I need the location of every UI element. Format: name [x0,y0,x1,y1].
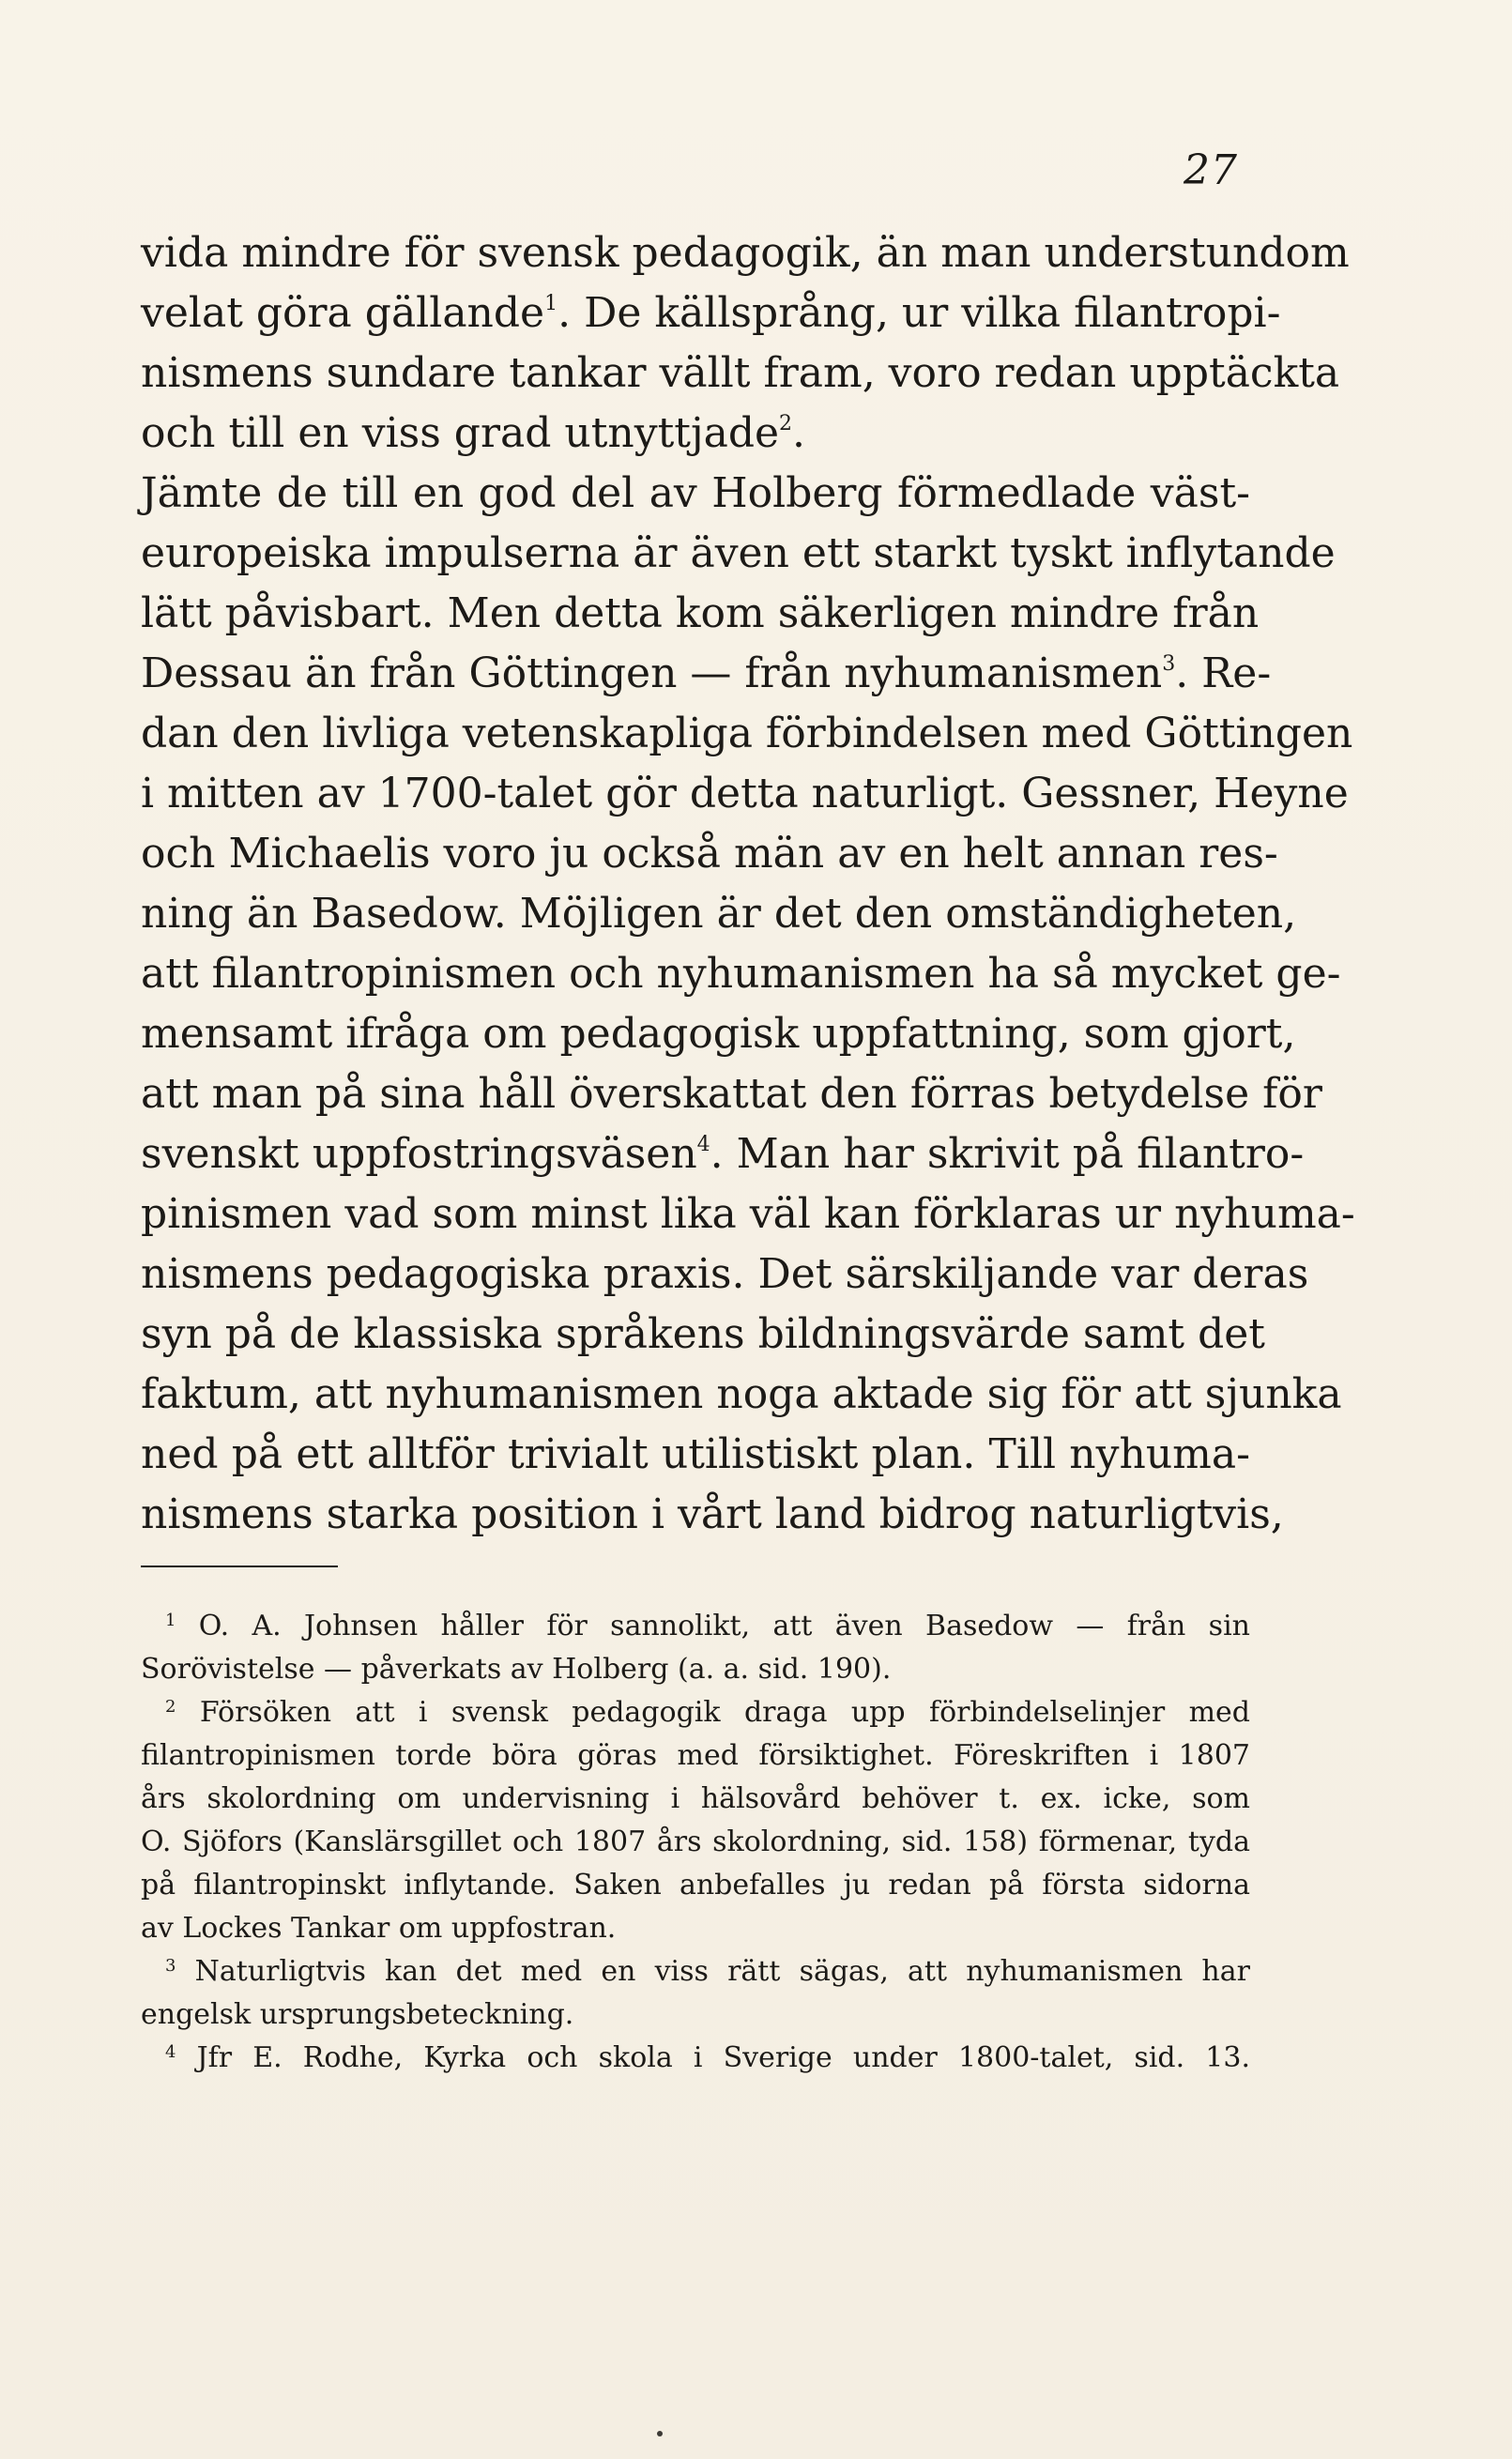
body-line-19: syn på de klassiska språkens bildningsvärde samt det [141,1310,1265,1358]
body-text [141,223,1355,1545]
body-line-21: ned på ett alltför trivialt utilistiskt plan. Till nyhuma- [141,1430,1250,1478]
body-line-11: och Michaelis voro ju också män av en helt annan res- [141,830,1278,878]
footnotes [141,1605,1250,2080]
footnote-ref-3: 3 [1162,652,1176,676]
footnote-ref-1: 1 [544,292,558,315]
body-line-12: ning än Basedow. Möjligen är det den omständigheten, [141,890,1297,938]
body-line-22: nismens starka position i vårt land bidrog naturligtvis, [141,1490,1284,1538]
body-line-9: dan den livliga vetenskapliga förbindelsen med Göttingen [141,710,1353,757]
page-mark [657,2431,663,2436]
footnote-2-line-4: O. Sjöfors (Kanslärsgillet och 1807 års skolordning, sid. 158) förmenar, tyda [141,1825,1250,1858]
footnote-1-line-1: $^1$ O. A. Johnsen håller för sannolikt, att även Basedow — från sin [165,1610,1250,1642]
body-line-16: svenskt uppfostringsväsen$^4$. Man har skrivit på filantro- [141,1130,1305,1178]
body-line-20: faktum, att nyhumanismen noga aktade sig för att sjunka [141,1370,1342,1418]
footnote-2-line-3: års skolordning om undervisning i hälsovård behöver t. ex. icke, som [141,1782,1250,1815]
footnote-1-line-2: Sorövistelse — påverkats av Holberg (a. a. sid. 190). [141,1653,892,1686]
body-line-1: vida mindre för svensk pedagogik, än man understundom [141,229,1350,277]
body-line-2: velat göra gällande$^1$. De källsprång, ur vilka filantropi- [141,289,1281,337]
footnote-4-number: 4 [165,2042,176,2062]
footnote-separator [141,1566,338,1567]
body-line-8: Dessau än från Göttingen — från nyhumanismen$^3$. Re- [141,649,1272,697]
footnote-2-line-1: $^2$ Försöken att i svensk pedagogik draga upp förbindelselinjer med [165,1696,1250,1729]
body-line-5: Jämte de till en god del av Holberg förmedlade väst- [141,469,1250,517]
footnote-3-number: 3 [165,1956,176,1976]
body-line-6: europeiska impulserna är även ett starkt tyskt inflytande [141,529,1336,577]
footnote-2-line-2: filantropinismen torde böra göras med försiktighet. Föreskriften i 1807 [141,1739,1250,1772]
footnote-ref-4: 4 [696,1133,710,1156]
body-line-17: pinismen vad som minst lika väl kan förklaras ur nyhuma- [141,1190,1355,1238]
body-line-18: nismens pedagogiska praxis. Det särskiljande var deras [141,1250,1309,1298]
footnote-2-line-6: av Lockes Tankar om uppfostran. [141,1912,617,1945]
body-line-15: att man på sina håll överskattat den förras betydelse för [141,1070,1322,1118]
body-line-10: i mitten av 1700-talet gör detta naturligt. Gessner, Heyne [141,770,1349,817]
body-line-4: och till en viss grad utnyttjade$^2$. [141,409,806,457]
body-line-7: lätt påvisbart. Men detta kom säkerligen mindre från [141,589,1260,637]
body-line-13: att filantropinismen och nyhumanismen ha så mycket ge- [141,950,1341,998]
footnote-2-number: 2 [165,1697,176,1717]
body-line-14: mensamt ifråga om pedagogisk uppfattning, som gjort, [141,1010,1296,1058]
footnote-3-line-2: engelsk ursprungsbeteckning. [141,1998,574,2031]
footnote-ref-2: 2 [779,412,793,435]
body-line-3: nismens sundare tankar vällt fram, voro redan upptäckta [141,349,1340,397]
footnote-2-line-5: på filantropinskt inflytande. Saken anbefalles ju redan på första sidorna [141,1869,1250,1902]
footnote-1-number: 1 [165,1611,176,1630]
footnote-4-line-1: $^4$ Jfr E. Rodhe, Kyrka och skola i Sverige under 1800-talet, sid. 13. [165,2041,1251,2074]
page-number: 27 [1184,146,1238,194]
footnote-3-line-1: $^3$ Naturligtvis kan det med en viss rätt sägas, att nyhumanismen har [165,1955,1250,1988]
